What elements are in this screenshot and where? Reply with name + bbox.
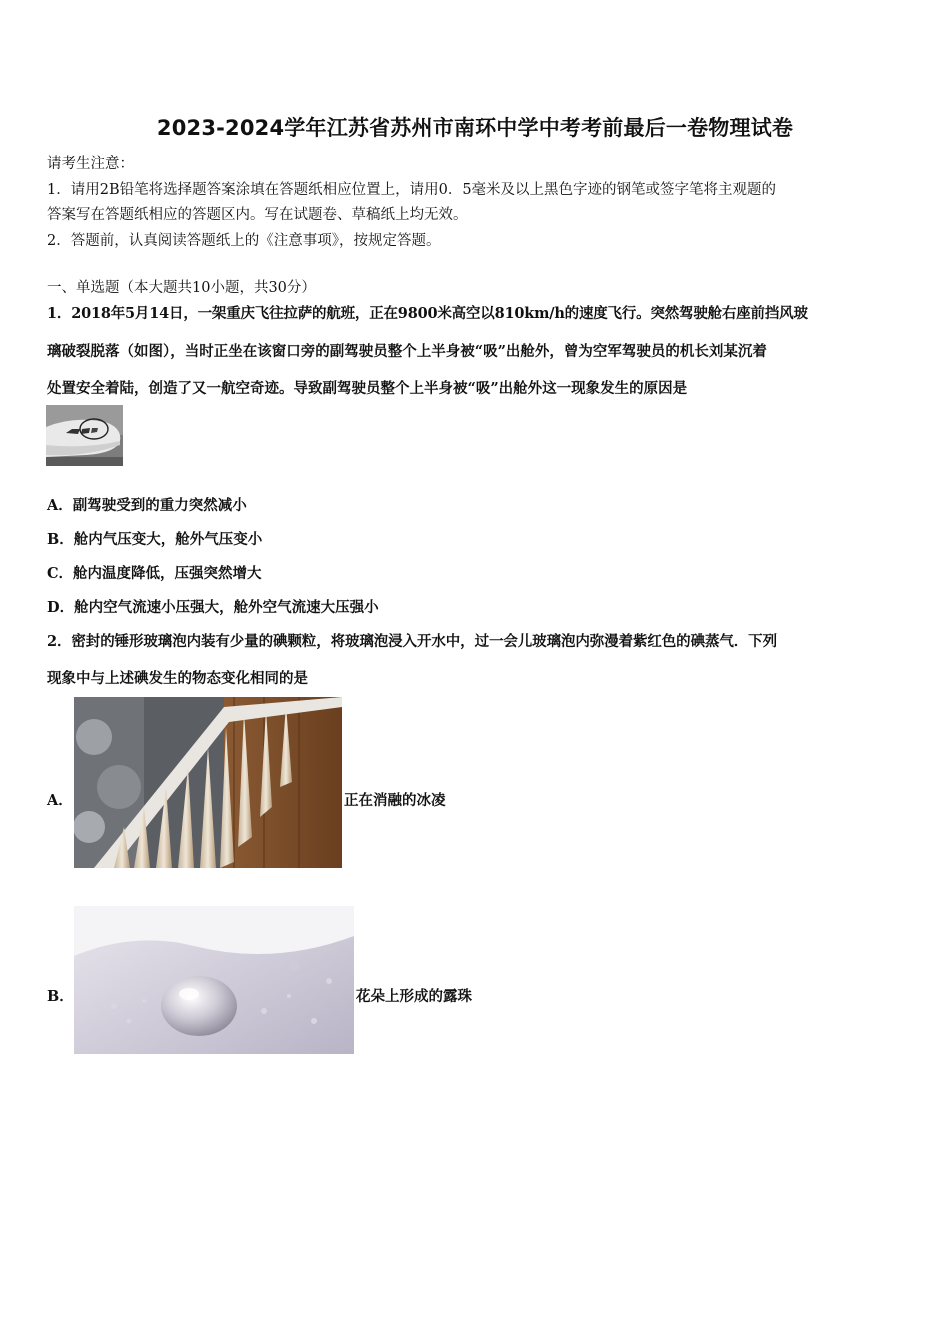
notice-item: 2．答题前，认真阅读答题纸上的《注意事项》，按规定答题。: [47, 233, 441, 249]
q1-text: 璃破裂脱落（如图），当时正坐在该窗口旁的副驾驶员整个上半身被“吸”出舱外，曾为空军驾驶员的机长刘某沉着: [47, 343, 767, 360]
q2-option-a-letter: A．: [47, 792, 73, 809]
q1-option-b: B．舱内气压变大，舱外气压变小: [47, 531, 263, 548]
page-title: 2023-2024学年江苏省苏州市南环中学中考考前最后一卷物理试卷: [156, 116, 794, 140]
q2-text: 现象中与上述碘发生的物态变化相同的是: [47, 670, 308, 687]
q2-text: 2．密封的锤形玻璃泡内装有少量的碘颗粒，将玻璃泡浸入开水中，过一会儿玻璃泡内弥漫着紫红色的碘蒸气．下列: [47, 633, 777, 650]
notice-item: 1．请用2B铅笔将选择题答案涂填在答题纸相应位置上，请用0．5毫米及以上黑色字迹的钢笔或签字笔将主观题的: [47, 182, 777, 198]
icicles-image: [74, 697, 342, 868]
q1-option-c: C．舱内温度降低，压强突然增大: [47, 565, 262, 582]
q2-option-b-letter: B．: [47, 988, 74, 1005]
q1-option-a: A．副驾驶受到的重力突然减小: [47, 497, 247, 514]
q2-option-a-caption: 正在消融的冰凌: [344, 792, 446, 809]
section-heading: 一、单选题（本大题共10小题，共30分）: [47, 280, 316, 296]
notice-heading: 请考生注意：: [47, 156, 134, 172]
q2-option-b-caption: 花朵上形成的露珠: [356, 988, 472, 1005]
q1-text: 1．2018年5月14日，一架重庆飞往拉萨的航班，正在9800米高空以810km/h的速度飞行。突然驾驶舱右座前挡风玻: [47, 305, 808, 322]
q1-text: 处置安全着陆，创造了又一航空奇迹。导致副驾驶员整个上半身被“吸”出舱外这一现象发生的原因是: [47, 380, 688, 397]
q1-option-d: D．舱内空气流速小压强大，舱外空气流速大压强小: [47, 599, 379, 616]
airplane-cockpit-image: [46, 405, 123, 466]
dewdrop-image: [74, 906, 354, 1054]
notice-item: 答案写在答题纸相应的答题区内。写在试题卷、草稿纸上均无效。: [47, 207, 468, 223]
